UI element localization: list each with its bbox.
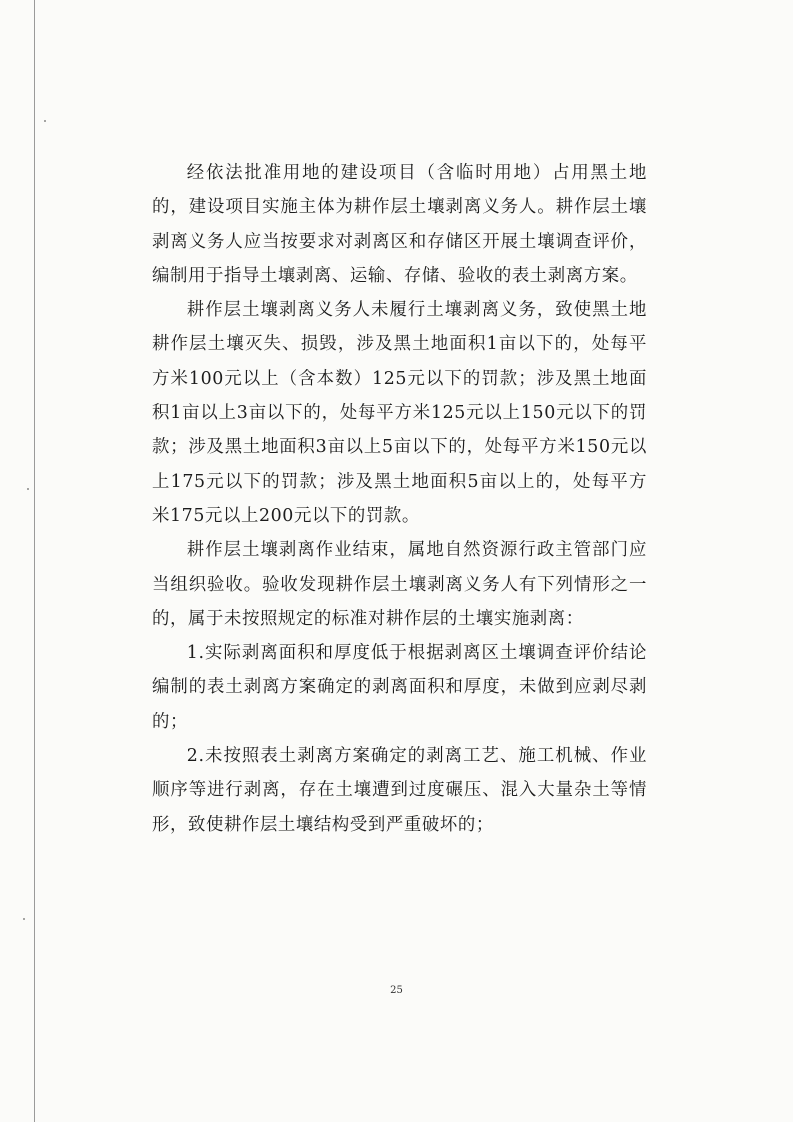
page-number: 25 xyxy=(390,985,403,996)
scan-edge-line xyxy=(34,0,35,1122)
list-item-2: 2.未按照表土剥离方案确定的剥离工艺、施工机械、作业顺序等进行剥离，存在土壤遭到过度碾压、混入大量杂土等情形，致使耕作层土壤结构受到严重破坏的； xyxy=(152,746,647,835)
paragraph-acceptance: 耕作层土壤剥离作业结束，属地自然资源行政主管部门应当组织验收。验收发现耕作层土壤剥离义务人有下列情形之一的，属于未按照规定的标准对耕作层的土壤实施剥离： xyxy=(152,540,647,629)
paragraph-land-use-obligation: 经依法批准用地的建设项目（含临时用地）占用黑土地的，建设项目实施主体为耕作层土壤剥离义务人。耕作层土壤剥离义务人应当按要求对剥离区和存储区开展土壤调查评价，编制用于指导土壤剥离、运输、存储、验收的表土剥离方案。 xyxy=(152,163,647,286)
list-item-1: 1.实际剥离面积和厚度低于根据剥离区土壤调查评价结论编制的表土剥离方案确定的剥离面积和厚度，未做到应剥尽剥的； xyxy=(152,643,647,732)
paragraph-penalty-schedule: 耕作层土壤剥离义务人未履行土壤剥离义务，致使黑土地耕作层土壤灭失、损毁，涉及黑土地面积1亩以下的，处每平方米100元以上（含本数）125元以下的罚款；涉及黑土地面积1亩以上3亩以下的，处每平方米125元以上150元以下的罚款；涉及黑土地面积3亩以上5亩以下的，处每平方米150元以上175元以下的罚款；涉及黑土地面积5亩以上的，处每平方米175元以上200元以下的罚款。 xyxy=(152,300,647,526)
scan-speck xyxy=(44,120,46,122)
document-body xyxy=(152,156,647,842)
scan-speck xyxy=(27,488,29,490)
scan-speck xyxy=(23,918,25,920)
